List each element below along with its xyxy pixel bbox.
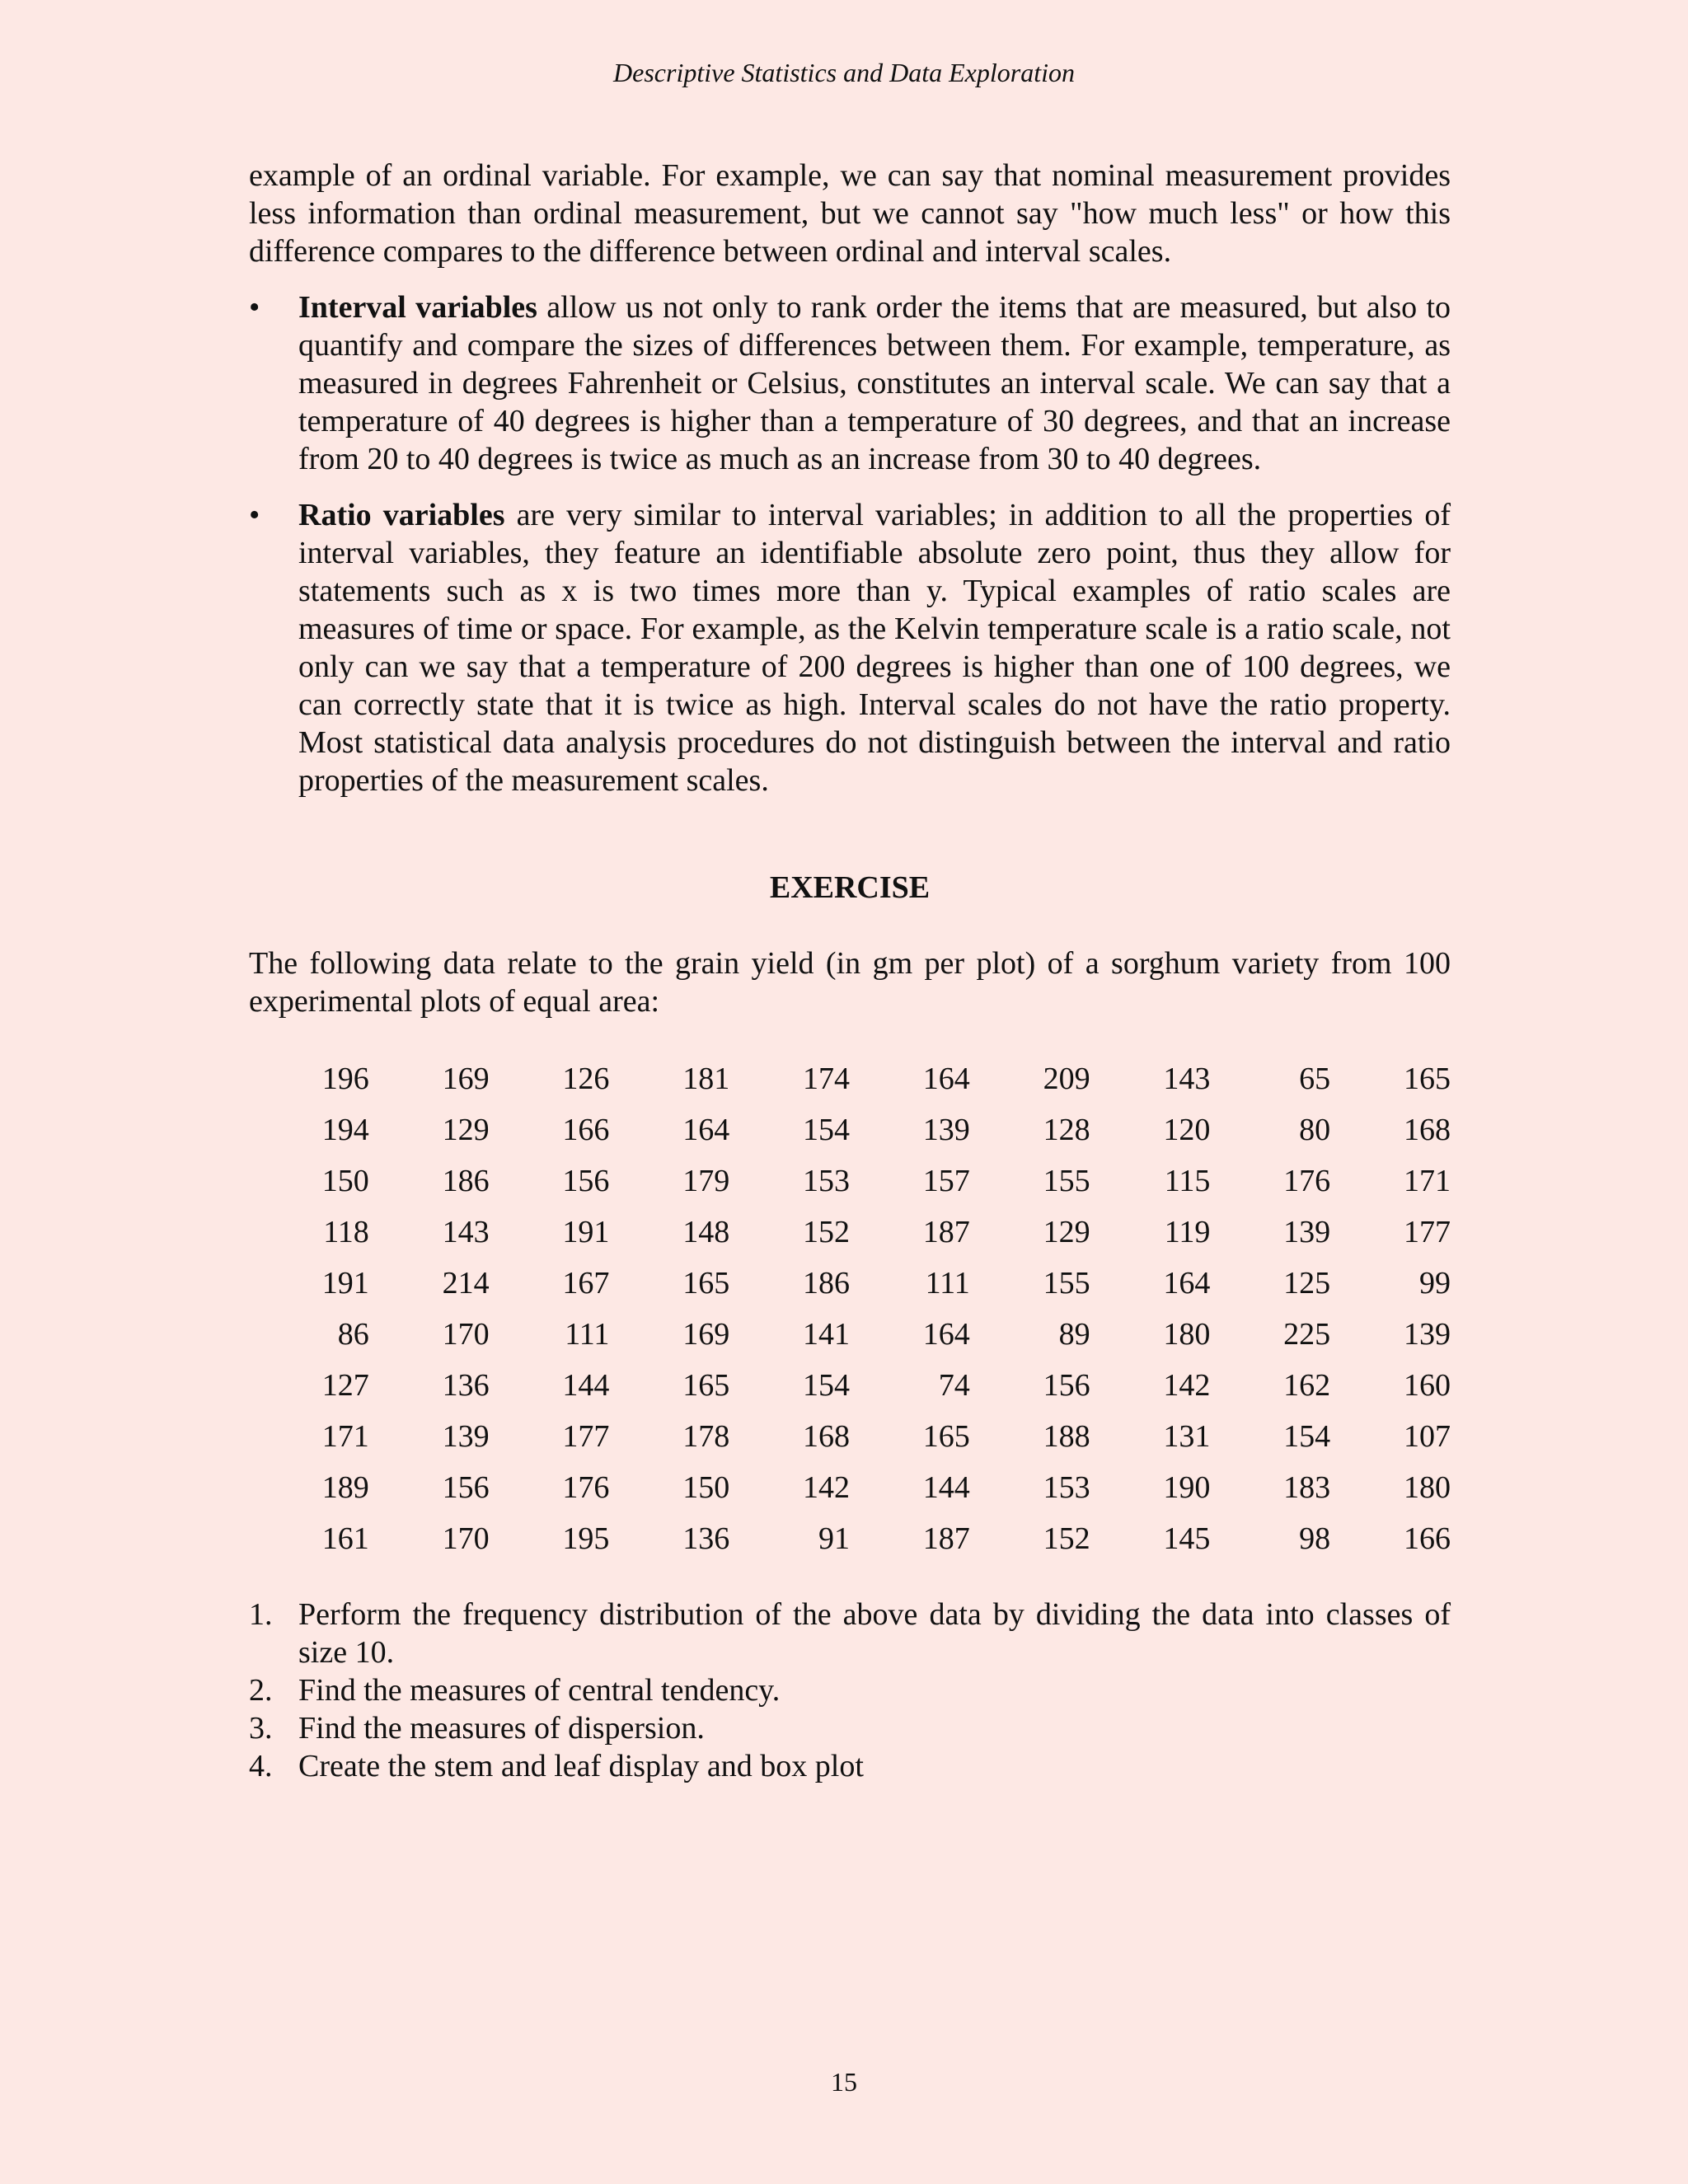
table-cell: 136	[682, 1521, 730, 1556]
table-cell: 187	[922, 1521, 970, 1556]
table-cell: 164	[922, 1062, 970, 1096]
table-cell: 111	[565, 1317, 610, 1352]
list-number: 3.	[249, 1711, 273, 1746]
table-row	[249, 1207, 1451, 1258]
table-cell: 176	[562, 1470, 610, 1505]
table-cell: 131	[1163, 1419, 1211, 1454]
table-cell: 174	[802, 1062, 850, 1096]
table-cell: 209	[1043, 1062, 1090, 1096]
bullet-term: Ratio variables	[298, 498, 505, 532]
table-cell: 142	[802, 1470, 850, 1505]
table-cell: 190	[1163, 1470, 1211, 1505]
table-cell: 162	[1283, 1368, 1331, 1403]
table-cell: 139	[1283, 1215, 1331, 1249]
table-cell: 171	[1404, 1164, 1451, 1198]
page-body	[249, 157, 1451, 1785]
table-cell: 166	[562, 1113, 610, 1147]
table-cell: 154	[1283, 1419, 1331, 1454]
table-cell: 126	[562, 1062, 610, 1096]
table-cell: 155	[1043, 1266, 1090, 1301]
table-cell: 120	[1163, 1113, 1211, 1147]
table-cell: 177	[562, 1419, 610, 1454]
table-row	[249, 1513, 1451, 1564]
bullet-icon: •	[249, 290, 260, 325]
table-cell: 156	[1043, 1368, 1090, 1403]
table-cell: 181	[682, 1062, 730, 1096]
table-cell: 180	[1163, 1317, 1211, 1352]
table-cell: 183	[1283, 1470, 1331, 1505]
table-row	[249, 1360, 1451, 1411]
table-cell: 180	[1404, 1470, 1451, 1505]
table-row	[249, 1053, 1451, 1104]
bullet-text: allow us not only to rank order the items that are measured, but also to quantify and compare the sizes of differences between them. For example, temperature, as measured in degrees Fahrenheit or Celsius, constitutes an interval scale. We can say that a temperature of 40 degrees is higher than a temperature of 30 degrees, and that an increase from 20 to 40 degrees is twice as much as an increase from 30 to 40 degrees.	[298, 290, 1451, 476]
table-cell: 74	[938, 1368, 970, 1403]
list-text: Find the measures of dispersion.	[298, 1711, 705, 1746]
table-cell: 170	[442, 1521, 490, 1556]
table-cell: 156	[562, 1164, 610, 1198]
table-row	[249, 1309, 1451, 1360]
table-cell: 167	[562, 1266, 610, 1301]
list-number: 4.	[249, 1749, 273, 1783]
table-cell: 165	[682, 1368, 730, 1403]
table-row	[249, 1155, 1451, 1207]
table-cell: 153	[802, 1164, 850, 1198]
table-cell: 91	[818, 1521, 850, 1556]
table-cell: 157	[922, 1164, 970, 1198]
table-cell: 150	[321, 1164, 369, 1198]
list-item	[249, 1747, 1451, 1785]
table-cell: 225	[1283, 1317, 1331, 1352]
table-cell: 194	[321, 1113, 369, 1147]
page-number: 15	[831, 2067, 857, 2097]
bullet-interval-variables	[249, 288, 1451, 478]
table-cell: 119	[1164, 1215, 1211, 1249]
bullet-term: Interval variables	[298, 290, 537, 325]
table-cell: 169	[682, 1317, 730, 1352]
table-cell: 191	[321, 1266, 369, 1301]
table-cell: 148	[682, 1215, 730, 1249]
table-cell: 111	[925, 1266, 970, 1301]
list-item	[249, 1596, 1451, 1671]
exercise-task-list	[249, 1596, 1451, 1785]
table-cell: 125	[1283, 1266, 1331, 1301]
list-number: 2.	[249, 1673, 273, 1708]
list-number: 1.	[249, 1597, 273, 1632]
table-cell: 139	[442, 1419, 490, 1454]
bullet-text: are very similar to interval variables; in addition to all the properties of interval variables, they feature an identifiable absolute zero point, thus they allow for statements such as x is two times more than y. Typical examples of ratio scales are measures of time or space. For example, as the Kelvin temperature scale is a ratio scale, not only can we say that a temperature of 200 degrees is higher than one of 100 degrees, we can correctly state that it is twice as high. Interval scales do not have the ratio property. Most statistical data analysis procedures do not distinguish between the interval and ratio properties of the measurement scales.	[298, 498, 1451, 798]
table-cell: 186	[802, 1266, 850, 1301]
table-cell: 196	[321, 1062, 369, 1096]
table-cell: 195	[562, 1521, 610, 1556]
table-cell: 127	[321, 1368, 369, 1403]
list-item	[249, 1671, 1451, 1709]
table-cell: 176	[1283, 1164, 1331, 1198]
table-cell: 161	[321, 1521, 369, 1556]
table-cell: 144	[922, 1470, 970, 1505]
table-cell: 165	[1404, 1062, 1451, 1096]
table-cell: 168	[1404, 1113, 1451, 1147]
table-cell: 187	[922, 1215, 970, 1249]
list-text: Find the measures of central tendency.	[298, 1673, 781, 1708]
running-header: Descriptive Statistics and Data Exploration	[613, 58, 1075, 87]
table-cell: 139	[1404, 1317, 1451, 1352]
table-cell: 169	[442, 1062, 490, 1096]
table-cell: 188	[1043, 1419, 1090, 1454]
list-text: Create the stem and leaf display and box plot	[298, 1749, 864, 1783]
table-cell: 153	[1043, 1470, 1090, 1505]
table-cell: 154	[802, 1368, 850, 1403]
table-cell: 107	[1404, 1419, 1451, 1454]
table-cell: 165	[922, 1419, 970, 1454]
table-cell: 165	[682, 1266, 730, 1301]
table-cell: 142	[1163, 1368, 1211, 1403]
table-cell: 160	[1404, 1368, 1451, 1403]
table-cell: 115	[1164, 1164, 1211, 1198]
continued-paragraph: example of an ordinal variable. For example, we can say that nominal measurement provides less information than ordinal measurement, but we cannot say "how much less" or how this difference compares to the difference between ordinal and interval scales.	[249, 158, 1451, 269]
bullet-icon: •	[249, 498, 260, 532]
table-cell: 80	[1299, 1113, 1331, 1147]
table-cell: 152	[1043, 1521, 1090, 1556]
table-cell: 145	[1163, 1521, 1211, 1556]
exercise-intro: The following data relate to the grain yield (in gm per plot) of a sorghum variety from 100 experimental plots of equal area:	[249, 946, 1451, 1019]
table-row	[249, 1258, 1451, 1309]
table-cell: 191	[562, 1215, 610, 1249]
table-cell: 152	[802, 1215, 850, 1249]
table-cell: 154	[802, 1113, 850, 1147]
table-cell: 139	[922, 1113, 970, 1147]
table-cell: 150	[682, 1470, 730, 1505]
table-cell: 136	[442, 1368, 490, 1403]
table-cell: 141	[802, 1317, 850, 1352]
table-cell: 168	[802, 1419, 850, 1454]
table-cell: 144	[562, 1368, 610, 1403]
table-cell: 65	[1299, 1062, 1331, 1096]
table-cell: 129	[1043, 1215, 1090, 1249]
list-text: Perform the frequency distribution of the above data by dividing the data into classes of size 10.	[298, 1597, 1451, 1670]
table-cell: 177	[1404, 1215, 1451, 1249]
table-cell: 170	[442, 1317, 490, 1352]
table-cell: 179	[682, 1164, 730, 1198]
table-cell: 214	[442, 1266, 490, 1301]
table-cell: 129	[442, 1113, 490, 1147]
table-cell: 164	[1163, 1266, 1211, 1301]
table-row	[249, 1462, 1451, 1513]
table-cell: 189	[321, 1470, 369, 1505]
table-cell: 98	[1299, 1521, 1331, 1556]
table-cell: 99	[1419, 1266, 1451, 1301]
table-cell: 171	[321, 1419, 369, 1454]
table-cell: 164	[682, 1113, 730, 1147]
yield-data-table	[249, 1053, 1451, 1564]
list-item	[249, 1709, 1451, 1747]
table-row	[249, 1104, 1451, 1155]
table-cell: 118	[323, 1215, 369, 1249]
table-cell: 89	[1058, 1317, 1090, 1352]
table-cell: 128	[1043, 1113, 1090, 1147]
table-cell: 86	[337, 1317, 369, 1352]
bullet-ratio-variables	[249, 496, 1451, 799]
table-cell: 178	[682, 1419, 730, 1454]
table-cell: 166	[1404, 1521, 1451, 1556]
table-row	[249, 1411, 1451, 1462]
table-cell: 164	[922, 1317, 970, 1352]
table-cell: 156	[442, 1470, 490, 1505]
table-cell: 143	[442, 1215, 490, 1249]
table-cell: 143	[1163, 1062, 1211, 1096]
table-cell: 186	[442, 1164, 490, 1198]
exercise-heading: EXERCISE	[769, 870, 931, 905]
table-cell: 155	[1043, 1164, 1090, 1198]
